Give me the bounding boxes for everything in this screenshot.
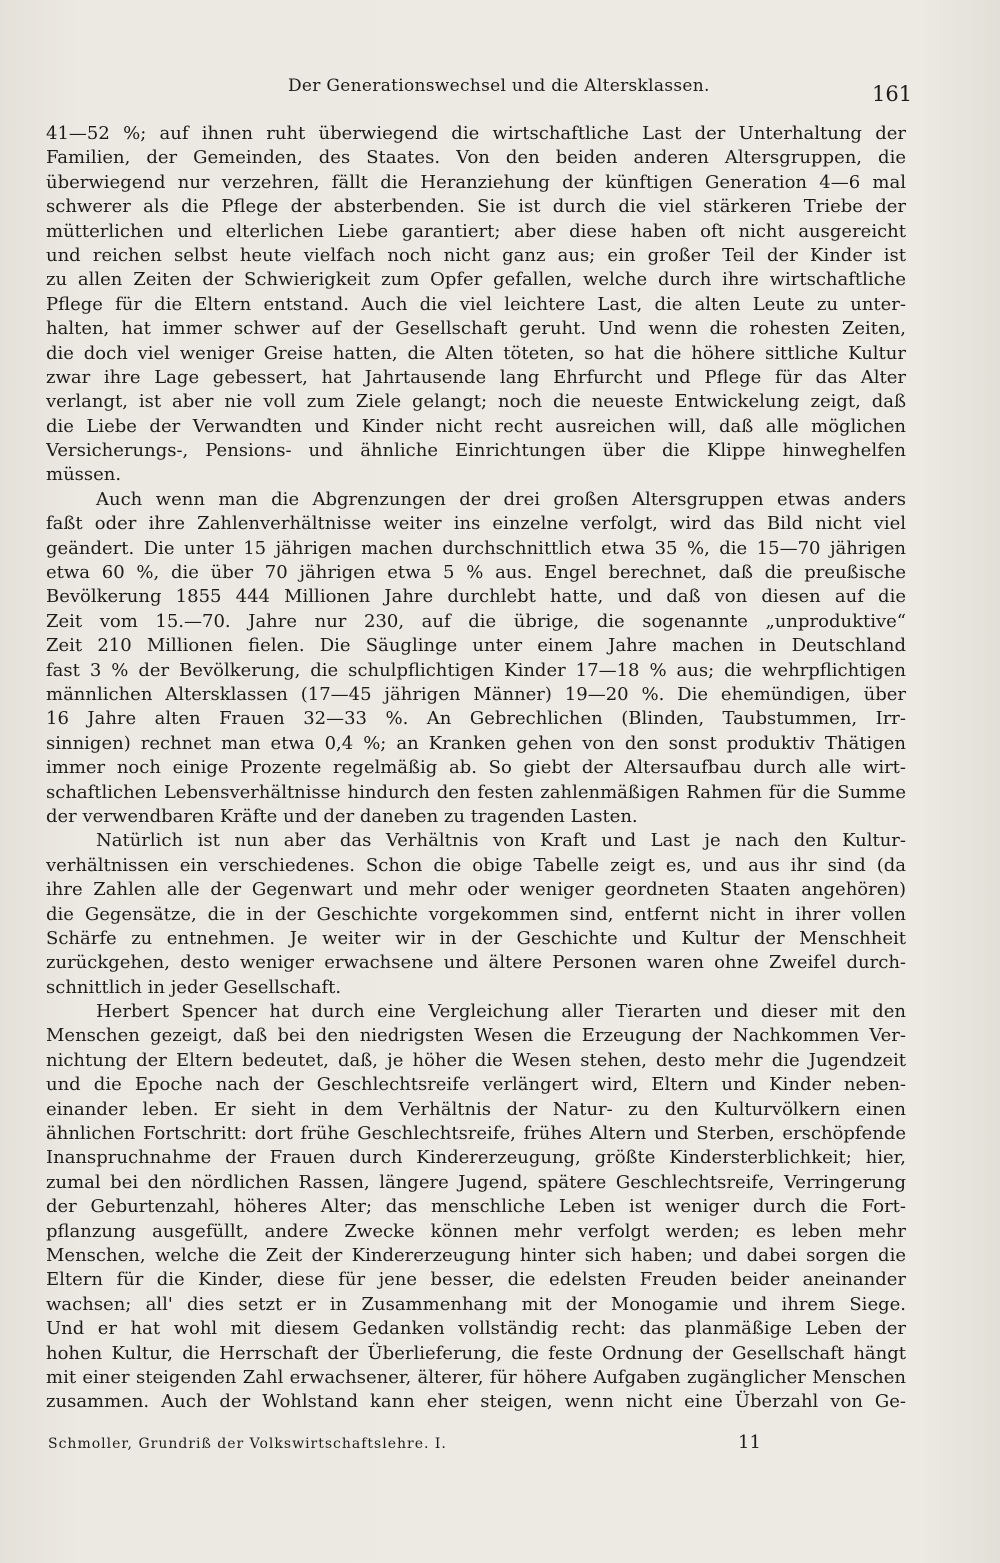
text-line: der Geburtenzahl, höheres Alter; das menschliche Leben ist weniger durch die Fort- xyxy=(46,1196,906,1218)
chapter-title: Der Generationswechsel und die Altersklassen. xyxy=(288,76,710,96)
text-line: wachsen; all' dies setzt er in Zusammenhang mit der Monogamie und ihrem Siege. xyxy=(46,1293,906,1315)
text-line: Natürlich ist nun aber das Verhältnis von Kraft und Last je nach den Kultur- xyxy=(96,830,906,852)
paragraph xyxy=(46,488,906,829)
text-line: geändert. Die unter 15 jährigen machen durchschnittlich etwa 35 %, die 15—70 jährigen xyxy=(46,537,906,559)
text-line: Schärfe zu entnehmen. Je weiter wir in der Geschichte und Kultur der Menschheit xyxy=(46,927,906,949)
text-line: Menschen, welche die Zeit der Kindererzeugung hinter sich haben; und dabei sorgen die xyxy=(46,1244,906,1266)
text-line: Und er hat wohl mit diesem Gedanken vollständig recht: das planmäßige Leben der xyxy=(46,1318,906,1340)
page-footer xyxy=(48,1432,908,1460)
text-line: zumal bei den nördlichen Rassen, längere Jugend, spätere Geschlechtsreife, Verringerung xyxy=(46,1171,906,1193)
text-line: der verwendbaren Kräfte und der daneben zu tragenden Lasten. xyxy=(46,805,638,827)
text-line: schwerer als die Pflege der absterbenden. Sie ist durch die viel stärkeren Triebe der xyxy=(46,196,906,218)
text-line: immer noch einige Prozente regelmäßig ab. So giebt der Altersaufbau durch alle wirt- xyxy=(46,757,906,779)
text-line: sinnigen) rechnet man etwa 0,4 %; an Kranken gehen von den sonst produktiv Thätigen xyxy=(46,732,906,754)
text-line: 16 Jahre alten Frauen 32—33 %. An Gebrechlichen (Blinden, Taubstummen, Irr- xyxy=(46,708,906,730)
text-line: müssen. xyxy=(46,464,122,486)
text-line: Inanspruchnahme der Frauen durch Kindererzeugung, größte Kindersterblichkeit; hier, xyxy=(46,1147,906,1169)
text-line: pflanzung ausgefüllt, andere Zwecke können mehr verfolgt werden; es leben mehr xyxy=(46,1220,906,1242)
text-line: die doch viel weniger Greise hatten, die Alten töteten, so hat die höhere sittliche Kultur xyxy=(46,342,906,364)
text-line: 41—52 %; auf ihnen ruht überwiegend die wirtschaftliche Last der Unterhaltung der xyxy=(46,123,906,144)
text-line: ihre Zahlen alle der Gegenwart und mehr oder weniger geordneten Staaten angehören) xyxy=(46,879,906,901)
text-line: und reichen selbst heute vielfach noch nicht ganz aus; ein großer Teil der Kinder ist xyxy=(46,244,906,266)
running-header xyxy=(0,74,1000,104)
text-line: die Gegensätze, die in der Geschichte vorgekommen sind, entfernt nicht in ihrer vollen xyxy=(46,903,906,925)
paragraph xyxy=(46,122,906,488)
text-line: verhältnissen ein verschiedenes. Schon die obige Tabelle zeigt es, und aus ihr sind (da xyxy=(46,854,906,876)
text-line: Versicherungs-, Pensions- und ähnliche Einrichtungen über die Klippe hinweghelfen xyxy=(46,440,906,462)
text-line: männlichen Altersklassen (17—45 jährigen Männer) 19—20 %. Die ehemündigen, über xyxy=(46,683,906,705)
text-line: zusammen. Auch der Wohlstand kann eher steigen, wenn nicht eine Überzahl von Ge- xyxy=(46,1391,906,1413)
text-line: und die Epoche nach der Geschlechtsreife verlängert wird, Eltern und Kinder neben- xyxy=(46,1074,906,1096)
text-line: Bevölkerung 1855 444 Millionen Jahre durchlebt hatte, und daß von diesen auf die xyxy=(46,586,906,608)
text-line: Menschen gezeigt, daß bei den niedrigsten Wesen die Erzeugung der Nachkommen Ver- xyxy=(46,1025,906,1047)
text-line: einander leben. Er sieht in dem Verhältnis der Natur- zu den Kulturvölkern einen xyxy=(46,1098,906,1120)
text-line: Zeit vom 15.—70. Jahre nur 230, auf die übrige, die sogenannte „unproduktive“ xyxy=(46,610,906,632)
footer-source: Schmoller, Grundriß der Volkswirtschaftslehre. I. xyxy=(48,1436,447,1452)
paragraph xyxy=(46,1000,906,1415)
text-line: mit einer steigenden Zahl erwachsener, älterer, für höhere Aufgaben zugänglicher Menschen xyxy=(46,1366,906,1388)
text-line: hohen Kultur, die Herrschaft der Überlieferung, die feste Ordnung der Gesellschaft hängt xyxy=(46,1342,906,1364)
text-line: halten, hat immer schwer auf der Gesellschaft geruht. Und wenn die rohesten Zeiten, xyxy=(46,318,906,340)
text-line: Pflege für die Eltern entstand. Auch die viel leichtere Last, die alten Leute zu unter- xyxy=(46,293,906,315)
text-line: ähnlichen Fortschritt: dort frühe Geschlechtsreife, frühes Altern und Sterben, erschöpfende xyxy=(46,1123,906,1145)
text-line: fast 3 % der Bevölkerung, die schulpflichtigen Kinder 17—18 % aus; die wehrpflichtigen xyxy=(46,659,906,681)
text-line: zurückgehen, desto weniger erwachsene und ältere Personen waren ohne Zweifel durch- xyxy=(46,952,906,974)
page-number: 161 xyxy=(872,82,913,106)
sheet-signature: 11 xyxy=(738,1432,761,1453)
text-line: mütterlichen und elterlichen Liebe garantiert; aber diese haben oft nicht ausgereicht xyxy=(46,220,906,242)
text-line: Eltern für die Kinder, diese für jene besser, die edelsten Freuden beider aneinander xyxy=(46,1269,906,1291)
text-line: etwa 60 %, die über 70 jährigen etwa 5 % aus. Engel berechnet, daß die preußische xyxy=(46,562,906,584)
text-line: verlangt, ist aber nie voll zum Ziele gelangt; noch die neueste Entwickelung zeigt, daß xyxy=(46,391,906,413)
text-line: faßt oder ihre Zahlenverhältnisse weiter ins einzelne verfolgt, wird das Bild nicht viel xyxy=(46,513,906,535)
text-line: die Liebe der Verwandten und Kinder nicht recht ausreichen will, daß alle möglichen xyxy=(46,415,906,437)
text-line: zwar ihre Lage gebessert, hat Jahrtausende lang Ehrfurcht und Pflege für das Alter xyxy=(46,366,906,388)
text-line: zu allen Zeiten der Schwierigkeit zum Opfer gefallen, welche durch ihre wirtschaftliche xyxy=(46,269,906,291)
text-line: Zeit 210 Millionen fielen. Die Säuglinge unter einem Jahre machen in Deutschland xyxy=(46,635,906,657)
text-line: schnittlich in jeder Gesellschaft. xyxy=(46,976,342,998)
paragraph xyxy=(46,829,906,1000)
text-line: schaftlichen Lebensverhältnisse hindurch den festen zahlenmäßigen Rahmen für die Summe xyxy=(46,781,906,803)
text-line: Auch wenn man die Abgrenzungen der drei großen Altersgruppen etwas anders xyxy=(96,488,906,510)
text-line: Herbert Spencer hat durch eine Vergleichung aller Tierarten und dieser mit den xyxy=(96,1001,906,1023)
text-line: Familien, der Gemeinden, des Staates. Von den beiden anderen Altersgruppen, die xyxy=(46,147,906,169)
text-line: nichtung der Eltern bedeutet, daß, je höher die Wesen stehen, desto mehr die Jugendzeit xyxy=(46,1049,906,1071)
text-line: überwiegend nur verzehren, fällt die Heranziehung der künftigen Generation 4—6 mal xyxy=(46,171,906,193)
body-text xyxy=(46,122,906,1415)
